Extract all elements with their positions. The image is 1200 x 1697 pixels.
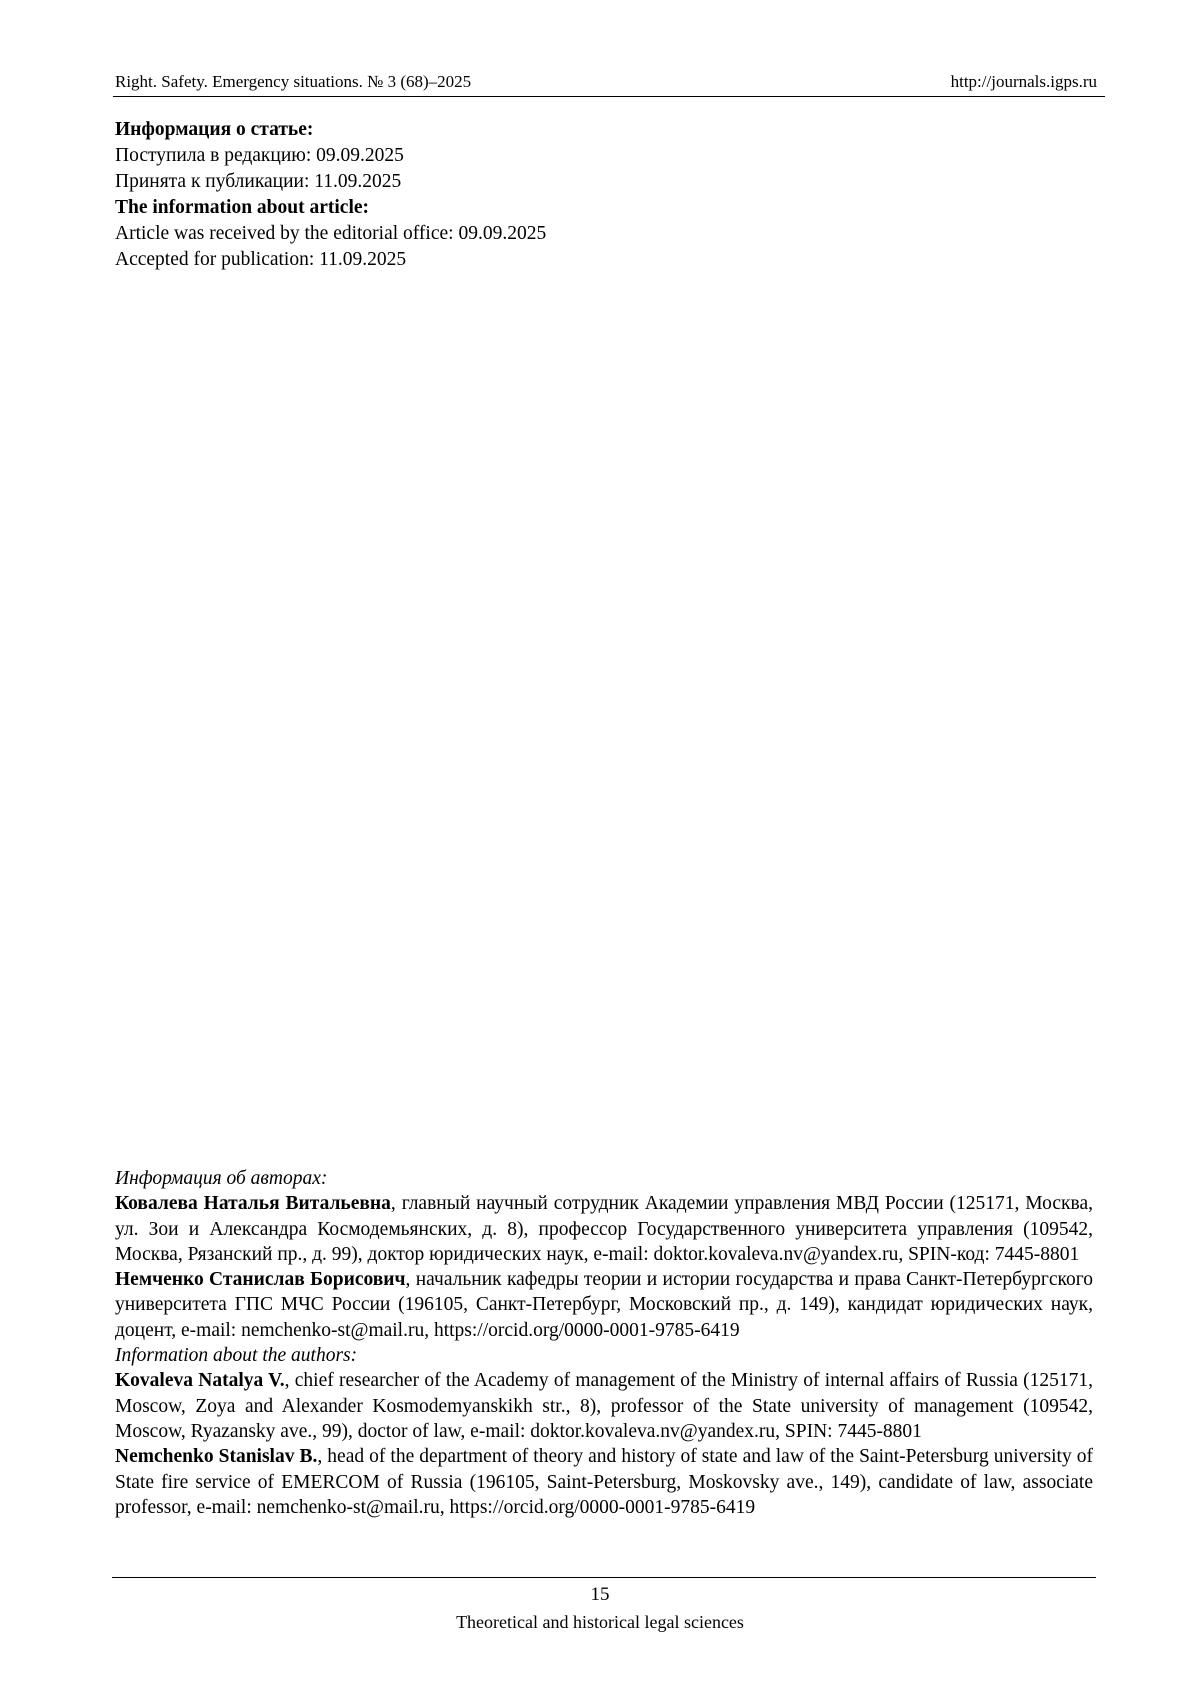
accepted-date-en: Accepted for publication: 11.09.2025 [115,249,407,270]
author-details: , главный научный сотрудник Академии управления МВД России (125171, Москва, ул. Зои и Александра Космодемьянских, д. 8), профессор Государственного университета управления (109542, Москва, Рязанский пр., д. 99), доктор юридических наук, e-mail: doktor.kovaleva.nv@yandex.ru, SPIN-код: 7445-8801 [115,1193,1093,1265]
author-name: Nemchenko Stanislav B. [115,1446,318,1468]
received-date-ru: Поступила в редакцию: 09.09.2025 [115,145,404,166]
authors-heading-ru: Информация об авторах: [115,1168,328,1189]
author-entry-ru [115,1267,1093,1343]
author-name: Kovaleva Natalya V. [115,1370,285,1392]
article-info-block [115,117,1095,273]
received-date-en: Article was received by the editorial office: 09.09.2025 [115,223,547,244]
author-details: , chief researcher of the Academy of management of the Ministry of internal affairs of Russia (125171, Moscow, Zoya and Alexander Kosmodemyanskikh str., 8), professor of the State university of management (109542, Moscow, Ryazansky ave., 99), doctor of law, e-mail: doktor.kovaleva.nv@yandex.ru, SPIN: 7445-8801 [115,1370,1093,1442]
authors-heading-en: Information about the authors: [115,1345,358,1367]
accepted-date-ru: Принята к публикации: 11.09.2025 [115,171,402,192]
author-entry-en [115,1368,1093,1444]
footer-divider [112,1577,1096,1578]
running-header [113,70,1105,97]
section-title: Theoretical and historical legal sciences [456,1612,744,1632]
author-name: Немченко Станислав Борисович [115,1269,406,1291]
author-details: , начальник кафедры теории и истории государства и права Санкт-Петербургского университета ГПС МЧС России (196105, Санкт-Петербург, Московский пр., д. 149), кандидат юридических наук, доцент, e-mail: nemchenko-st@mail.ru, https://orcid.org/0000-0001-9785-6419 [115,1269,1093,1341]
journal-title: Right. Safety. Emergency situations. № 3 (68)–2025 [115,72,472,91]
author-entry-ru [115,1191,1093,1267]
author-entry-en [115,1444,1093,1520]
authors-info-block [115,1166,1093,1520]
article-info-heading-en: The information about article: [115,197,370,218]
page-number: 15 [590,1584,610,1605]
article-info-heading-ru: Информация о статье: [115,119,314,140]
journal-url: http://journals.igps.ru [950,72,1097,91]
author-details: , head of the department of theory and history of state and law of the Saint-Petersburg university of State fire service of EMERCOM of Russia (196105, Saint-Petersburg, Moskovsky ave., 149), candidate of law, associate professor, e-mail: nemchenko-st@mail.ru, https://orcid.org/0000-0001-9785-6419 [115,1446,1093,1518]
author-name: Ковалева Наталья Витальевна [115,1193,391,1215]
